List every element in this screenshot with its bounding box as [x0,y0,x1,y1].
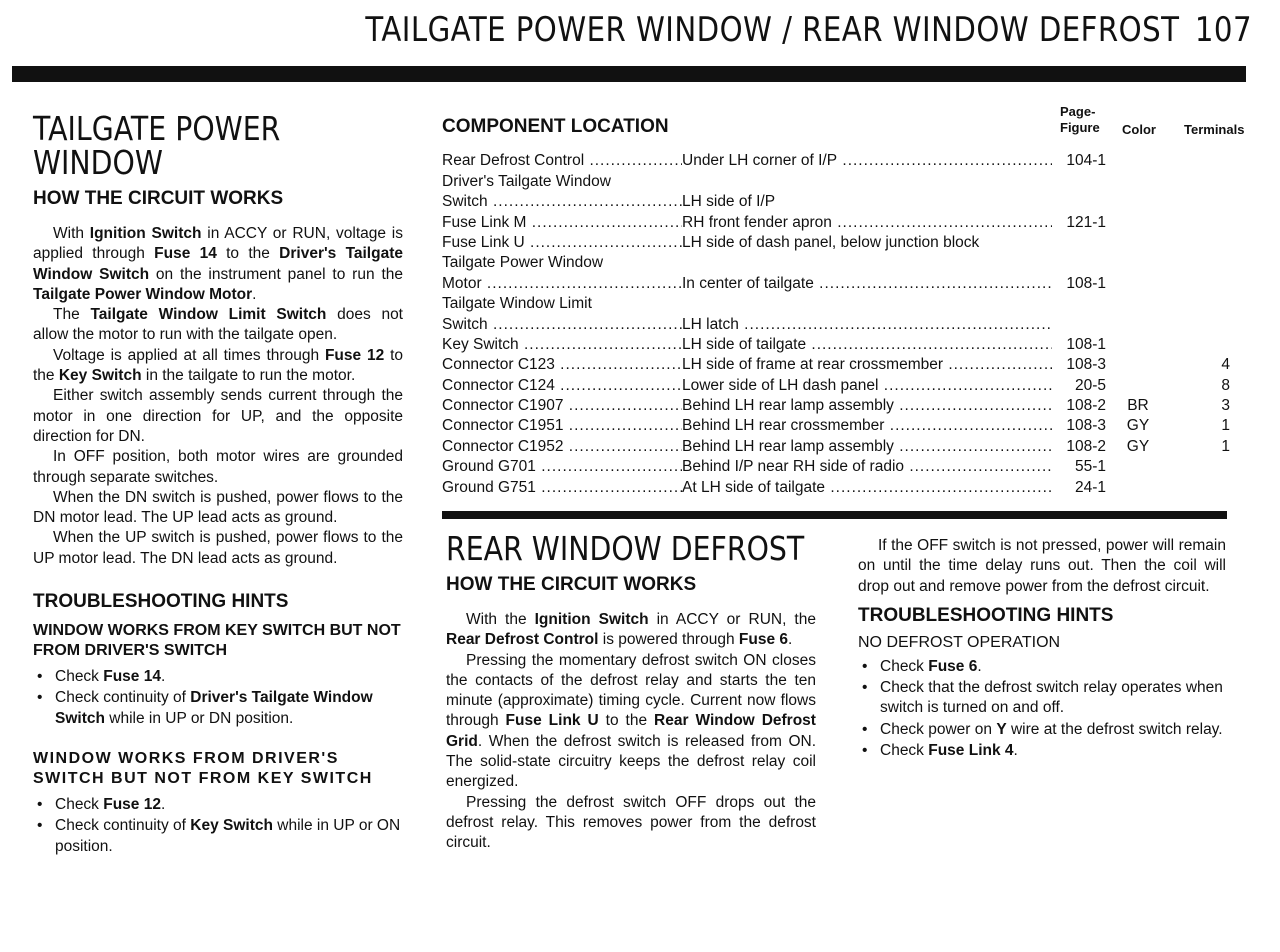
component-location [682,336,1052,354]
bold-term: Ignition Switch [534,611,649,628]
col-header-terminals: Terminals [1184,122,1245,137]
text-run: in the tailgate to run the motor. [141,367,356,385]
wire-color-text: GY [1126,437,1150,455]
text-run: . [1013,742,1018,760]
table-row [442,435,1252,455]
case1-heading: WINDOW WORKS FROM KEY SWITCH BUT NOT FROM DRIVER'S SWITCH [33,622,401,660]
component-location [682,193,1052,211]
bold-term: Driver's Tailgate Window Switch [33,245,403,283]
text-run: . [160,795,166,813]
text-run: Check continuity of [55,689,191,707]
text-run: . When the defrost switch is released from ON. The solid-state circuitry keeps the defrost relay coil energized. [446,732,816,791]
defrost-section [446,529,816,854]
component-name-text: Connector C1951 ..... [442,417,682,434]
text-run: With the [466,611,535,628]
bold-term: Key Switch [190,817,273,835]
bold-term: Rear Window Defrost Grid [446,712,816,750]
text-run: to the [33,346,404,385]
component-location [682,397,1052,415]
table-row [442,374,1252,394]
table-row [442,415,1252,435]
page-figure [1052,336,1106,354]
text-run: in ACCY or RUN, the [648,611,816,628]
table-row [442,293,1252,313]
component-name-text: Connector C1907 ..... [442,397,682,414]
bold-term: Fuse 12 [324,346,385,364]
text-run: In OFF position, both motor wires are grounded through separate switches. [33,448,403,486]
text-run: . [252,285,257,303]
paragraph [33,447,403,488]
table-row [442,334,1252,354]
terminal-count-text: 4 [1221,356,1230,374]
text-run: Check [55,795,104,813]
page-figure [1052,356,1106,374]
page-header [175,10,1252,58]
component-name [442,254,682,272]
text-run: If the OFF switch is not pressed, power will remain on until the time delay runs out. Then the coil will drop out and remove power from the defrost circuit. [858,537,1226,595]
page-figure-text: 121-1 [1066,213,1106,231]
component-location-text: LH side of tailgate ..... [682,336,1052,353]
paragraph [446,793,816,854]
component-name-text: Connector C123 ..... [442,356,682,373]
text-run: . [977,657,982,675]
component-location-text: Behind LH rear lamp assembly ..... [682,438,1052,455]
text-run: is powered through [598,631,739,649]
text-run: in ACCY or RUN, voltage is applied through [33,225,403,263]
text-run: When the UP switch is pushed, power flows to the UP motor lead. The DN lead acts as ground. [33,529,403,567]
text-run: . [160,668,166,686]
page-figure [1052,152,1106,170]
bold-term: Fuse 6 [738,631,788,649]
component-name [442,377,682,395]
text-run: With [53,225,90,242]
component-location [682,479,1052,497]
component-name-text: Key Switch ..... [442,336,682,353]
component-name-text: Connector C1952 ..... [442,438,682,455]
component-name-text: Fuse Link M ..... [442,214,682,231]
defrost-how-text-cont [858,536,1226,597]
terminal-count [1170,356,1236,374]
table-row [442,170,1252,190]
component-name-text: Tailgate Power Window [442,254,604,272]
component-location-text: At LH side of tailgate ..... [682,479,1052,496]
table-row [442,150,1252,170]
component-name-text: Connector C124 ..... [442,377,682,394]
text-run: When the DN switch is pushed, power flows to the DN motor lead. The UP lead acts as ground. [33,488,403,527]
component-location-text: RH front fender apron ..... [682,214,1052,231]
component-name-text: Ground G701 ..... [442,458,682,475]
component-location [682,234,1052,252]
header-rule [12,66,1246,82]
defrost-section-cont [858,536,1226,762]
page-number: 107 [1194,10,1252,50]
bold-term: Fuse Link 4 [928,742,1014,760]
hint-item [33,667,403,687]
defrost-case-heading: NO DEFROST OPERATION [858,633,1061,651]
wire-color [1106,397,1170,415]
component-location [682,316,1052,334]
bold-term: Driver's Tailgate Window Switch [55,689,373,727]
terminal-count-text: 8 [1221,376,1230,394]
component-location-text: Lower side of LH dash panel ..... [682,377,1052,394]
bold-term: Tailgate Power Window Motor [33,285,253,303]
component-name-text: Switch ..... [442,316,682,333]
text-run: on the instrument panel to run the [149,265,403,283]
text-run: while in UP or DN position. [104,709,294,727]
page-figure-text: 108-1 [1066,274,1106,292]
text-run: Check [55,668,104,686]
component-location [682,417,1052,435]
terminal-count [1170,397,1236,415]
page-figure [1052,438,1106,456]
defrost-how-heading: HOW THE CIRCUIT WORKS [446,574,697,595]
component-location [682,214,1052,232]
page-figure-text: 55-1 [1074,458,1106,476]
component-name [442,234,682,252]
component-location-text: LH side of frame at rear crossmember ..... [682,356,1052,373]
paragraph [33,224,403,305]
case1-hints [33,667,403,729]
component-name-text: Ground G751 ..... [442,479,682,496]
component-location [682,275,1052,293]
wire-color-text: BR [1127,397,1149,415]
component-location-text: LH side of I/P [682,193,776,211]
terminal-count-text: 1 [1221,417,1230,435]
bold-term: Tailgate Window Limit Switch [90,306,327,324]
bold-term: Ignition Switch [89,225,202,242]
component-name [442,356,682,374]
component-location [682,377,1052,395]
table-row [442,354,1252,374]
wire-color [1106,417,1170,435]
text-run: Either switch assembly sends current through the motor in one direction for UP, and the opposite direction for DN. [33,387,403,445]
page-figure-text: 108-2 [1066,397,1106,415]
wire-color [1106,438,1170,456]
component-location [682,356,1052,374]
component-name [442,316,682,334]
component-name-text: Motor ..... [442,275,682,292]
component-name [442,214,682,232]
wire-color-text: GY [1126,417,1150,435]
hint-item [858,678,1226,719]
component-location-title: COMPONENT LOCATION [442,116,669,137]
text-run: Pressing the momentary defrost switch ON closes the contacts of the defrost relay and starts the ten minute (approximate) timing cycle. Current now flows through [446,651,816,730]
hint-item [858,741,1226,761]
page-title: TAILGATE POWER WINDOW / REAR WINDOW DEFROST [365,10,1180,50]
component-location-text: Under LH corner of I/P ..... [682,152,1052,169]
text-run: Check continuity of [55,817,191,835]
table-row [442,211,1252,231]
bold-term: Y [996,720,1007,738]
component-name [442,458,682,476]
page-figure-text: 108-3 [1066,356,1106,374]
paragraph [33,488,403,529]
bold-term: Rear Defrost Control [446,631,599,649]
page-figure-text: 108-2 [1066,437,1106,455]
text-run: Voltage is applied at all times through [53,346,325,364]
defrost-how-text [446,610,816,854]
component-location [682,438,1052,456]
text-run: . [788,631,793,649]
defrost-hints [858,657,1226,761]
component-location-text: Behind LH rear lamp assembly ..... [682,397,1052,414]
col-header-figure: Page-Figure [1060,104,1100,135]
page-figure-text: 20-5 [1074,376,1106,394]
text-run: while in UP or ON position. [55,817,401,855]
page-figure-text: 104-1 [1066,152,1106,170]
terminal-count [1170,417,1236,435]
component-location-text: LH side of dash panel, below junction block [682,233,980,251]
component-location [682,152,1052,170]
component-name-text: Driver's Tailgate Window [442,172,611,190]
page-figure [1052,275,1106,293]
table-row [442,252,1252,272]
text-run: Pressing the defrost switch OFF drops out the defrost relay. This removes power from the defrost circuit. [446,793,816,852]
table-row [442,313,1252,333]
table-row [442,232,1252,252]
paragraph [858,536,1226,597]
component-name [442,438,682,456]
bold-term: Fuse 12 [103,795,161,813]
terminal-count [1170,377,1236,395]
text-run: to the [216,245,280,263]
text-run: wire at the defrost switch relay. [1006,720,1223,738]
bold-term: Fuse 14 [154,245,217,263]
tailgate-how-heading: HOW THE CIRCUIT WORKS [33,188,284,209]
page-figure-text: 108-1 [1066,335,1106,353]
component-name [442,173,682,191]
table-row [442,395,1252,415]
table-row [442,476,1252,496]
hint-item [33,795,403,815]
paragraph [33,528,403,569]
component-location [682,458,1052,476]
page-figure [1052,417,1106,435]
terminal-count-text: 1 [1221,437,1230,455]
component-location-text: Behind I/P near RH side of radio ..... [682,458,1052,475]
case2-hints [33,795,403,857]
bold-term: Fuse 14 [103,668,161,686]
component-name [442,295,682,313]
bold-term: Fuse Link U [505,712,599,730]
tailgate-section [33,109,404,858]
component-location-text: In center of tailgate ..... [682,275,1052,292]
tailgate-how-text [33,224,403,569]
component-name-text: Rear Defrost Control ..... [442,152,682,169]
page-figure [1052,214,1106,232]
component-rows [442,150,1252,497]
text-run: Check power on [880,720,997,738]
hint-item [858,720,1226,740]
case2-heading: WINDOW WORKS FROM DRIVER'S SWITCH BUT NOT FROM KEY SWITCH [33,749,373,787]
text-run: Check [880,657,929,675]
page-figure [1052,458,1106,476]
component-name [442,275,682,293]
component-location-text: LH latch ..... [682,316,1052,333]
component-location-text: Behind LH rear crossmember ..... [682,417,1052,434]
tailgate-trouble-heading: TROUBLESHOOTING HINTS [33,591,289,613]
component-name [442,152,682,170]
table-row [442,456,1252,476]
component-name-text: Switch ..... [442,193,682,210]
page-figure-text: 108-3 [1066,417,1106,435]
bold-term: Fuse 6 [928,657,978,675]
component-name-text: Fuse Link U ..... [442,234,682,251]
text-run: The [53,306,91,324]
defrost-title: REAR WINDOW DEFROST [446,529,805,568]
hint-item [858,657,1226,677]
paragraph [33,386,403,447]
bold-term: Key Switch [58,367,142,385]
table-row [442,191,1252,211]
text-run: Check that the defrost switch relay operates when switch is turned on and off. [880,679,1223,717]
text-run: to the [598,712,655,730]
component-name [442,397,682,415]
hint-item [33,688,403,729]
component-name [442,193,682,211]
component-name [442,417,682,435]
component-name-text: Tailgate Window Limit [442,295,592,313]
tailgate-title: TAILGATE POWER WINDOW [33,109,281,182]
terminal-count [1170,438,1236,456]
col-header-color: Color [1122,122,1156,137]
paragraph [446,610,816,651]
defrost-trouble-heading: TROUBLESHOOTING HINTS [858,604,1114,626]
hint-item [33,816,403,857]
paragraph [446,651,816,793]
paragraph [33,346,403,387]
paragraph [33,305,403,346]
section-divider [442,511,1227,519]
page-figure-text: 24-1 [1074,478,1106,496]
terminal-count-text: 3 [1221,397,1230,415]
text-run: Check [880,742,929,760]
page-figure [1052,397,1106,415]
component-name [442,479,682,497]
text-run: does not allow the motor to run with the tailgate open. [33,306,403,344]
page-figure [1052,479,1106,497]
component-name [442,336,682,354]
page-figure [1052,377,1106,395]
table-row [442,272,1252,292]
